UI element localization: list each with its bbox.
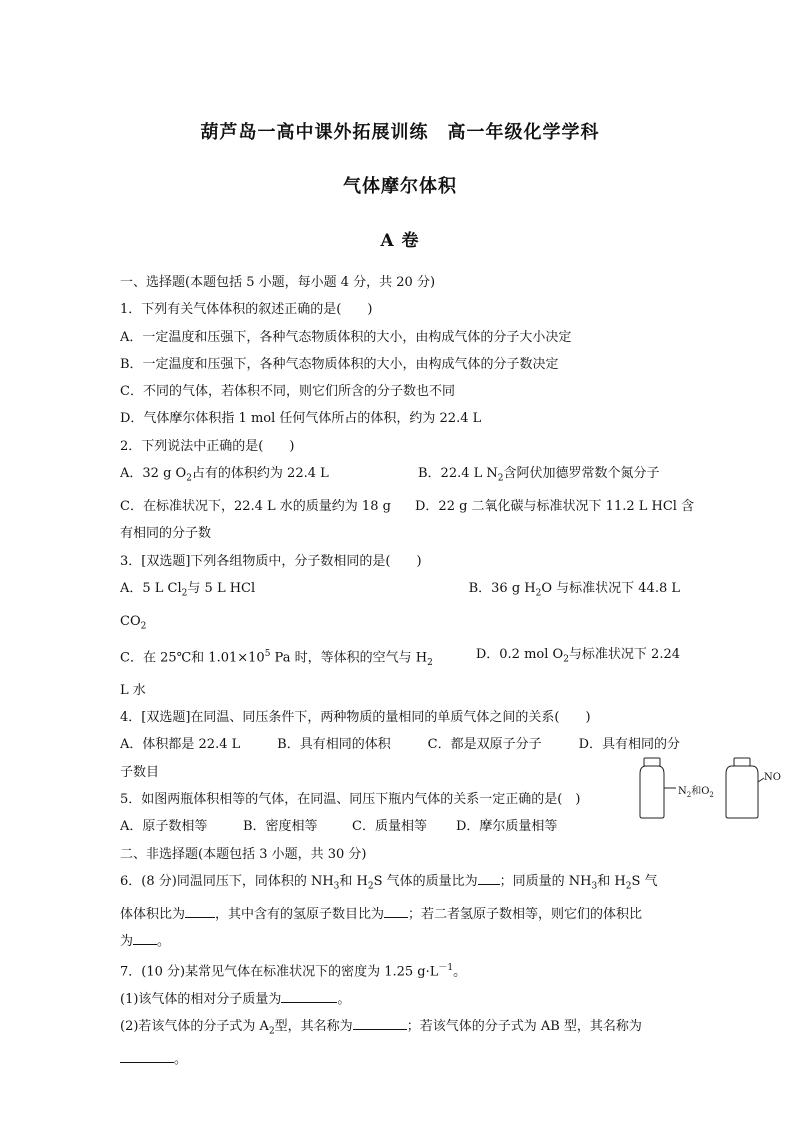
q4-stem: 4．[双选题]在同温、同压条件下，两种物质的量相同的单质气体之间的关系( ) xyxy=(120,710,591,726)
bottle-left-icon xyxy=(640,758,676,818)
q3-row-ab xyxy=(120,575,680,608)
q5-option-d: D．摩尔质量相等 xyxy=(456,819,558,835)
q3-option-c: C．在 25℃和 $1.01\times 10^5$ Pa 时，等体积的空气与 $H_2$ xyxy=(120,648,433,668)
q2-option-d: D．22 g 二氧化碳与标准状况下 11.2 L HCl 含 xyxy=(415,498,695,514)
q3-option-d-cont: L 水 xyxy=(120,682,146,698)
q2-option-d-cont: 有相同的分子数 xyxy=(120,526,212,542)
q4-option-d-cont: 子数目 xyxy=(120,764,160,780)
q6-line3: 为 。 xyxy=(120,928,680,955)
answer-blank[interactable] xyxy=(281,988,337,1003)
answer-blank[interactable] xyxy=(353,1015,407,1030)
q3-stem: 3．[双选题]下列各组物质中，分子数相同的是( ) xyxy=(120,553,422,569)
exam-page xyxy=(120,110,695,1074)
q3-option-a: A．5 L $Cl_2$与 5 L HCl xyxy=(120,580,256,599)
q1-option-d: D．气体摩尔体积指 1 mol 任何气体所占的体积，约为 22.4 L xyxy=(120,411,482,427)
gas-bottles-figure xyxy=(636,752,794,822)
q6-line2: 体体积比为 ，其中含有的氢原子数目比为 ；若二者氢原子数相等，则它们的体积比 xyxy=(120,901,680,928)
q6-line1: 6．(8 分)同温同压下，同体积的 $NH_3$和 $H_2S$ 气体的质量比为 ；同质量的 $NH_3$和 $H_2S$ 气 xyxy=(120,868,680,901)
bottles-drawing xyxy=(636,752,794,822)
answer-blank[interactable] xyxy=(120,1048,174,1063)
part2-heading: 二、非选择题(本题包括 3 小题，共 30 分) xyxy=(120,846,367,862)
q5-option-b: B．密度相等 xyxy=(243,819,318,835)
q5-options xyxy=(120,813,680,840)
bottle-right-icon xyxy=(726,758,764,818)
q1-stem: 1．下列有关气体体积的叙述正确的是( ) xyxy=(120,302,373,318)
answer-blank[interactable] xyxy=(185,903,215,918)
q5-option-c: C．质量相等 xyxy=(352,819,427,835)
q5-option-a: A．原子数相等 xyxy=(120,819,208,835)
q2-stem: 2．下列说法中正确的是( ) xyxy=(120,438,295,454)
q4-option-c: C．都是双原子分子 xyxy=(427,737,542,753)
section-label: A 卷 xyxy=(380,231,420,251)
bottle-right-label: NO xyxy=(764,772,781,783)
q7-part1: (1)该气体的相对分子质量为 。 xyxy=(120,986,680,1013)
q2-option-b: B．22.4 L $N_2$含阿伏加德罗常数个氮分子 xyxy=(418,466,660,484)
q3-option-b: B．36 g $H_2O$ 与标准状况下 44.8 L xyxy=(468,580,680,599)
q1-option-b: B．一定温度和压强下，各种气态物质体积的大小，由构成气体的分子数决定 xyxy=(120,356,559,372)
q2-option-c: C．在标准状况下，22.4 L 水的质量约为 18 g xyxy=(120,498,391,514)
q1-option-a: A．一定温度和压强下，各种气态物质体积的大小，由构成气体的分子大小决定 xyxy=(120,329,572,345)
q3-row-cd xyxy=(120,641,680,677)
answer-blank[interactable] xyxy=(133,930,157,945)
q2-row-cd xyxy=(120,493,695,520)
q7-part2: (2)若该气体的分子式为 $A_2$型，其名称为 ；若该气体的分子式为 AB 型，其名称为 xyxy=(120,1013,680,1046)
q2-row-ab xyxy=(120,460,680,493)
part1-heading: 一、选择题(本题包括 5 小题，每小题 4 分，共 20 分) xyxy=(120,275,436,290)
q4-option-d: D．具有相同的分 xyxy=(578,737,680,753)
exam-subtitle: 气体摩尔体积 xyxy=(343,176,457,197)
q4-options xyxy=(120,731,680,758)
q4-option-b: B．具有相同的体积 xyxy=(277,737,391,753)
q7-stem: 7．(10 分)某常见气体在标准状况下的密度为 1.25 $g\cdot L^{-1}$。 xyxy=(120,963,467,980)
q2-option-a: A．32 g $O_2$占有的体积约为 22.4 L xyxy=(120,466,329,484)
answer-blank[interactable] xyxy=(384,903,408,918)
q3-option-b-cont: $CO_2$ xyxy=(120,613,147,632)
q3-option-d: D．0.2 mol $O_2$与标准状况下 2.24 xyxy=(475,646,680,665)
exam-body xyxy=(120,269,695,1074)
exam-title: 葫芦岛一高中课外拓展训练 高一年级化学学科 xyxy=(200,122,600,143)
answer-blank[interactable] xyxy=(478,870,500,885)
q7-part2-cont: 。 xyxy=(120,1046,680,1073)
q4-option-a: A．体积都是 22.4 L xyxy=(120,737,241,753)
q5-stem: 5．如图两瓶体积相等的气体，在同温、同压下瓶内气体的关系一定正确的是( ) xyxy=(120,792,581,808)
bottle-left-label: $N_2$和$O_2$ xyxy=(678,786,714,799)
q1-option-c: C．不同的气体，若体积不同，则它们所含的分子数也不同 xyxy=(120,384,455,400)
